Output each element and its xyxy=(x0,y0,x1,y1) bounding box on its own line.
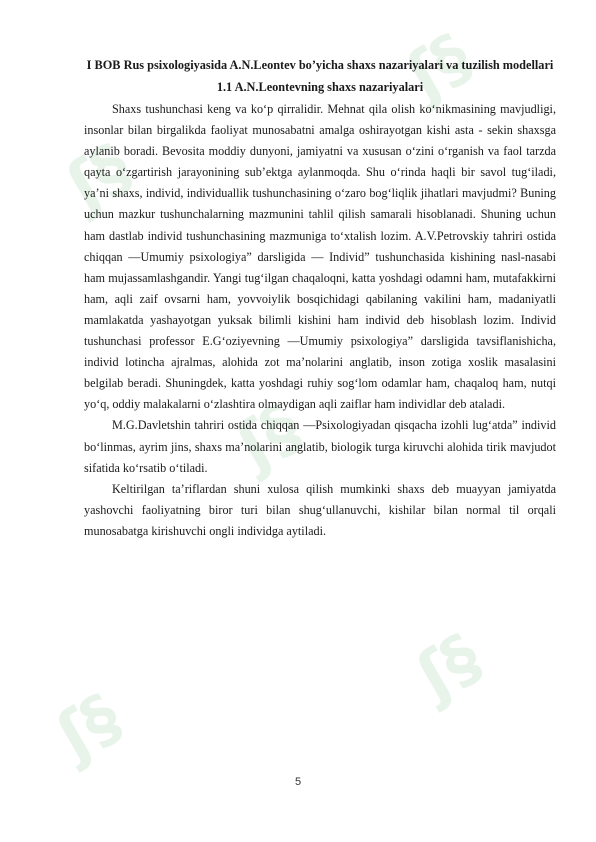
chapter-title: I BOB Rus psixologiyasida A.N.Leontev bo’yicha shaxs nazariyalari va tuzilish modellari xyxy=(86,58,554,72)
watermark-logo: ʃ§ xyxy=(55,130,144,224)
document-page xyxy=(84,58,556,542)
section-title: 1.1 A.N.Leontevning shaxs nazariyalari xyxy=(216,80,424,94)
body-paragraph: M.G.Davletshin tahriri ostida chiqqan ―Psixologiyadan qisqacha izohli lug‘atda” individ bo‘linmas, ayrim jins, shaxs ma’nolarini anglatib, biologik turga kiruvchi alohida tirik mavjudot sifatida ko‘rsatib o‘tiladi. xyxy=(84,418,556,475)
body-paragraph: Shaxs tushunchasi keng va ko‘p qirralidir. Mehnat qila olish ko‘nikmasining mavjudligi, insonlar bilan birgalikda faoliyat munosabatni amalga oshirayotgan kishi asta - sekin shaxsga aylanib boradi. Bevosita moddiy dunyoni, jamiyatni va xususan o‘zini o‘rganish va faol tarzda qayta o‘zgartirish jarayonining sub’ektga aylanmoqda. Shu o‘rinda haqli bir savol tug‘iladi, ya’ni shaxs, individ, individuallik tushunchasining o‘zaro bog‘liqlik jihatlari mavjudmi? Buning uchun mazkur tushunchalarning mazmunini tahlil qilish samarali hisoblanadi. Shuning uchun ham dastlab individ tushunchasining mazmuniga to‘xtalish lozim. A.V.Petrovskiy tahriri ostida chiqqan ―Umumiy psixologiya” darsligida ― Individ” tushunchasida kishining nasl-nasabi ham mujassamlashgandir. Yangi tug‘ilgan chaqaloqni, katta yoshdagi odamni ham, mutafakkirni ham, aqli zaif ovsarni ham, yovvoiylik bosqichidagi qabilaning vakilini ham, madaniyatli mamlakatda yashayotgan yuksak bilimli kishini ham individ deb hisoblash lozim. Individ tushunchasi professor E.G‘oziyevning ―Umumiy psixologiya” darsligida tavsiflanishicha, individ lotincha ajralmas, alohida zot ma’nolarini anglatib, inson zotiga xoslik masalasini belgilab beradi. Shuningdek, katta yoshdagi ruhiy sog‘lom odamlar ham, chaqaloq ham, nutqi yo‘q, oddiy malakalarni o‘zlashtira olmaydigan aqli zaiflar ham individlar deb ataladi. xyxy=(84,102,556,412)
watermark-logo: ʃ§ xyxy=(405,620,494,714)
watermark-logo: ʃ§ xyxy=(395,20,484,114)
body-paragraph: Keltirilgan ta’riflardan shuni xulosa qilish mumkinki shaxs deb muayyan jamiyatda yashovchi faoliyatning biror turi bilan shug‘ullanuvchi, kishilar bilan normal til orqali munosabatga kirishuvchi ongli individga aytiladi. xyxy=(84,481,556,538)
watermark-logo: ʃ§ xyxy=(45,680,134,774)
watermark-logo: ʃ§ xyxy=(225,390,314,484)
page-number: 5 xyxy=(294,776,302,788)
